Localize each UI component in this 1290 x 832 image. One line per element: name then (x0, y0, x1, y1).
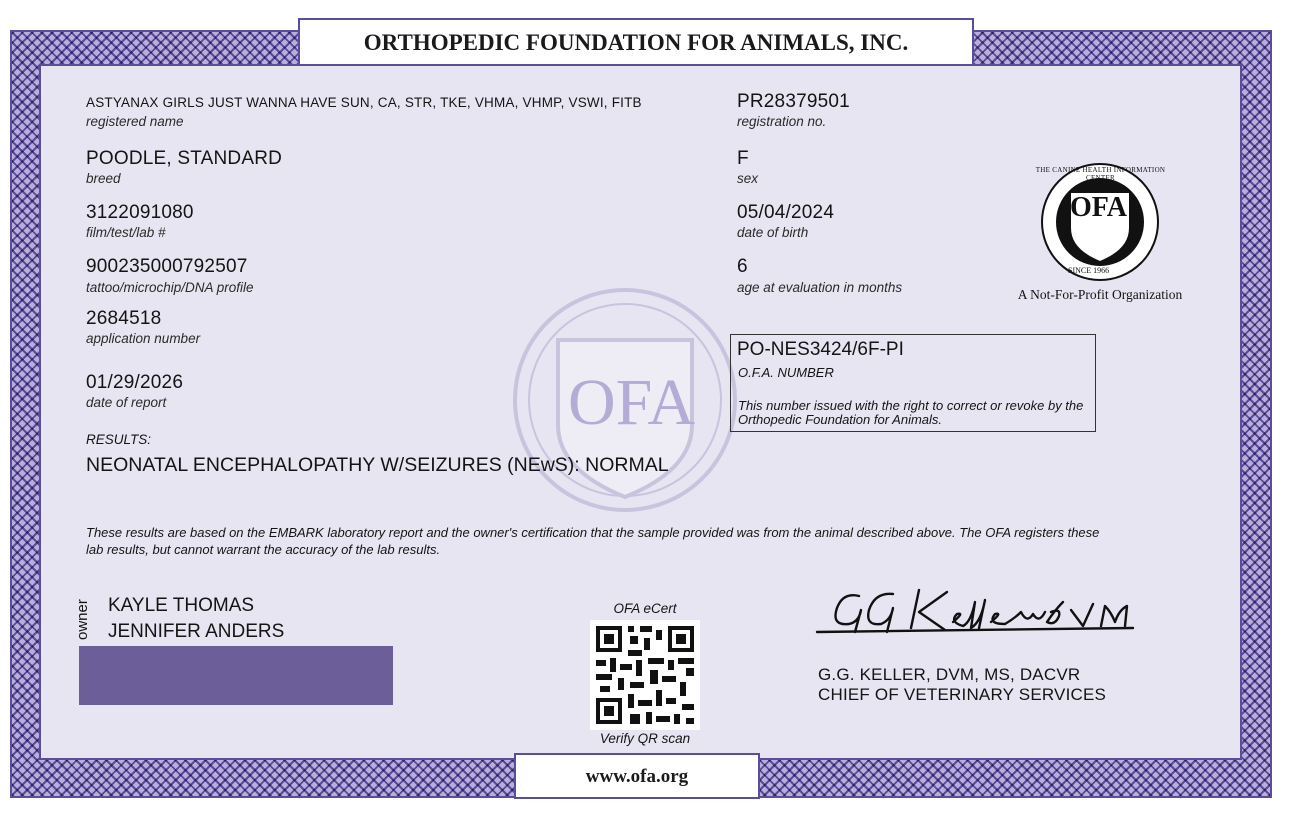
results-label: RESULTS: (86, 432, 152, 447)
date-of-report-value: 01/29/2026 (86, 372, 184, 393)
film-test-lab-label: film/test/lab # (86, 225, 166, 240)
seal-tagline: A Not-For-Profit Organization (1017, 287, 1183, 302)
footer-url[interactable]: www.ofa.org (514, 753, 760, 799)
sex-value: F (737, 148, 749, 169)
owner-name-2: JENNIFER ANDERS (108, 621, 285, 642)
page-title: ORTHOPEDIC FOUNDATION FOR ANIMALS, INC. (298, 18, 974, 66)
ofa-number-value: PO-NES3424/6F-PI (737, 339, 904, 360)
seal-since-text: SINCE 1966 (1068, 266, 1110, 275)
signature-image (815, 582, 1135, 642)
signer-name: G.G. KELLER, DVM, MS, DACVR (818, 665, 1081, 684)
date-of-birth-label: date of birth (737, 225, 809, 240)
ecert-label: OFA eCert (613, 601, 677, 616)
date-of-report-label: date of report (86, 395, 167, 410)
seal-ring-text: THE CANINE HEALTH INFORMATION CENTER (1035, 166, 1166, 182)
signer-title: CHIEF OF VETERINARY SERVICES (818, 685, 1107, 704)
watermark-logo-text: OFA (568, 366, 696, 439)
verify-qr-label: Verify QR scan (599, 731, 691, 746)
ofa-number-box (730, 334, 1096, 432)
film-test-lab-value: 3122091080 (86, 202, 194, 223)
results-value: NEONATAL ENCEPHALOPATHY W/SEIZURES (NEwS): NORMAL (86, 454, 669, 476)
sex-label: sex (737, 171, 759, 186)
owner-name-1: KAYLE THOMAS (108, 595, 255, 616)
age-value: 6 (737, 256, 748, 277)
application-number-label: application number (86, 331, 201, 346)
breed-value: POODLE, STANDARD (86, 148, 283, 169)
ofa-number-label: O.F.A. NUMBER (738, 365, 834, 380)
microchip-value: 900235000792507 (86, 256, 248, 277)
age-label: age at evaluation in months (737, 280, 903, 295)
seal-logo-text: OFA (1070, 192, 1128, 223)
application-number-value: 2684518 (86, 308, 162, 329)
registered-name-label: registered name (86, 114, 184, 129)
signature-script-text (820, 560, 827, 561)
ofa-number-note: This number issued with the right to correct or revoke by the Orthopedic Foundation for Animals. (738, 398, 1084, 427)
date-of-birth-value: 05/04/2024 (737, 202, 835, 223)
registration-no-label: registration no. (737, 114, 827, 129)
redacted-address-block (79, 646, 393, 705)
qr-code[interactable] (590, 620, 700, 730)
breed-label: breed (86, 171, 121, 186)
registered-name-value: ASTYANAX GIRLS JUST WANNA HAVE SUN, CA, STR, TKE, VHMA, VHMP, VSWI, FITB (86, 95, 642, 110)
owner-label: owner (74, 599, 91, 640)
microchip-label: tattoo/microchip/DNA profile (86, 280, 254, 295)
results-disclaimer: These results are based on the EMBARK laboratory report and the owner's certification that the sample provided was from the animal described above. The OFA registers these lab results, but cannot warrant the accuracy of the lab results. (86, 525, 1100, 557)
registration-no-value: PR28379501 (737, 91, 850, 112)
